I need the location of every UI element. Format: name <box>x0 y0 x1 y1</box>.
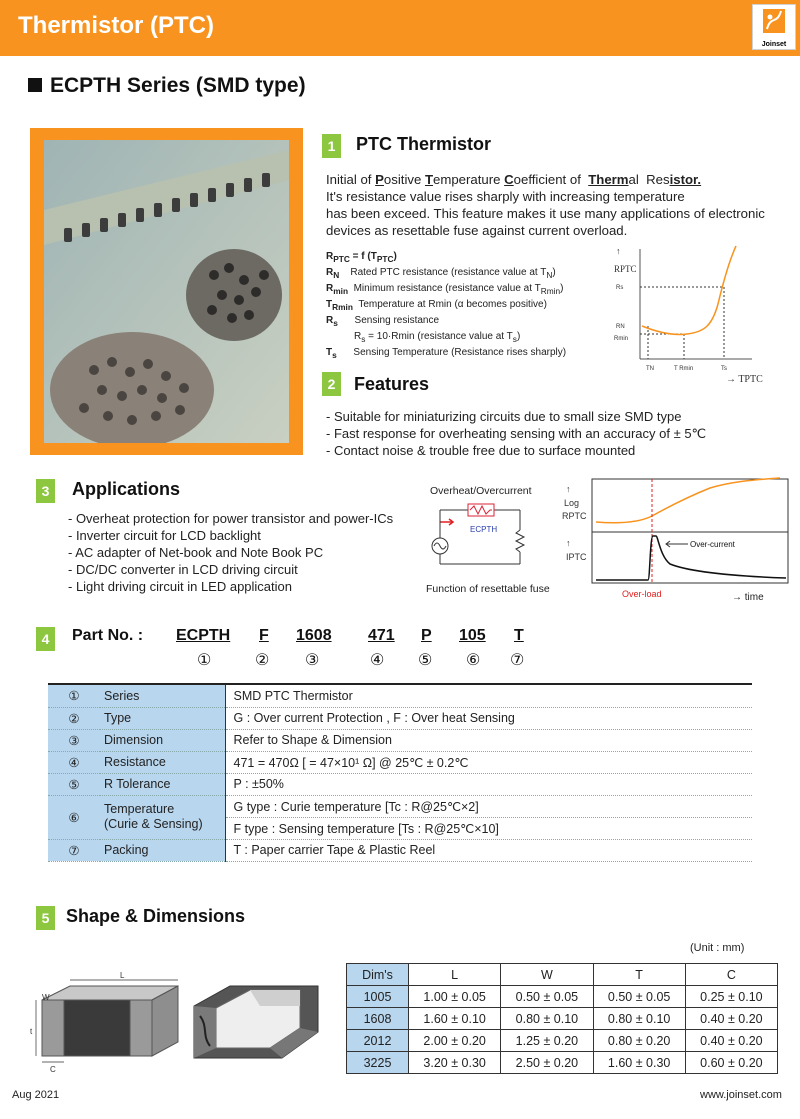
table-row <box>347 1008 778 1030</box>
part-circle-6: ⑥ <box>466 652 481 669</box>
feature-item: - Contact noise & trouble free due to surface mounted <box>326 443 636 458</box>
fuse-i-label: IPTC <box>566 552 587 562</box>
footer-url[interactable]: www.joinset.com <box>700 1089 782 1101</box>
circuit-component: ECPTH <box>470 525 498 534</box>
table-row <box>48 795 752 817</box>
dims-cell: 1.60 ± 0.10 <box>409 1008 501 1030</box>
spec-value: T : Paper carrier Tape & Plastic Reel <box>225 839 752 861</box>
intro-line-3: has been exceed. This feature makes it use many applications of electronic <box>326 206 765 221</box>
square-bullet-icon <box>28 78 42 92</box>
spec-name: Type <box>100 707 225 729</box>
application-item: - DC/DC converter in LCD driving circuit <box>68 562 298 577</box>
rt-tick-rs: Rs <box>616 285 624 291</box>
table-header-row <box>347 964 778 986</box>
part-circle-7: ⑦ <box>510 652 525 669</box>
application-item: - Overheat protection for power transistor and power-ICs <box>68 511 394 526</box>
dims-cell: 1.25 ± 0.20 <box>501 1030 593 1052</box>
part-circle-3: ③ <box>305 652 320 669</box>
dims-cell: 0.80 ± 0.10 <box>593 1008 685 1030</box>
table-row <box>48 707 752 729</box>
product-photo-image <box>44 140 289 443</box>
fuse-r-label: RPTC <box>562 511 587 521</box>
table-row <box>48 729 752 751</box>
joinset-logo <box>752 4 796 50</box>
symbol-list <box>326 250 616 362</box>
table-row <box>48 773 752 795</box>
rt-tick-rmin: Rmin <box>614 336 629 342</box>
spec-num: ⑦ <box>48 839 100 861</box>
symbol-row: $R_{PTC} = f$ $(T_{PTC})$ <box>326 251 397 264</box>
dims-cell: 0.50 ± 0.05 <box>593 986 685 1008</box>
feature-item: - Fast response for overheating sensing with an accuracy of ± 5℃ <box>326 426 707 441</box>
spec-value: F type : Sensing temperature [Ts : R@25℃×10] <box>225 817 752 839</box>
dims-cell: 1608 <box>347 1008 409 1030</box>
spec-name: Temperature (Curie & Sensing) <box>100 795 225 839</box>
symbol-row: $R_{min}$ Minimum resistance (resistance value at $T_{Rmin}$) <box>326 283 564 296</box>
dims-cell: 2.50 ± 0.20 <box>501 1052 593 1074</box>
symbol-row: $R_s = 10\cdot Rmin$ (resistance value at $T_s$) <box>354 331 521 344</box>
dims-header: T <box>593 964 685 986</box>
spec-name: Packing <box>100 839 225 861</box>
table-row <box>347 1052 778 1074</box>
part-code-temperature: 105 <box>459 627 486 644</box>
rt-up-arrow: ↑ <box>616 246 621 256</box>
fuse-log-label: Log <box>564 498 580 508</box>
application-item: - Inverter circuit for LCD backlight <box>68 528 261 543</box>
spec-value: Refer to Shape & Dimension <box>225 729 752 751</box>
spec-num: ④ <box>48 751 100 773</box>
dims-header: W <box>501 964 593 986</box>
fuse-up-arrow-r: ↑ <box>566 484 571 494</box>
section-number-4: 4 <box>36 627 55 651</box>
fuse-up-arrow-i: ↑ <box>566 538 571 548</box>
spec-name: Dimension <box>100 729 225 751</box>
part-code-dimension: 1608 <box>296 627 332 644</box>
section-title-shape: Shape & Dimensions <box>66 906 246 926</box>
dim-label-c: C <box>50 1065 56 1074</box>
over-current-label: Over-current <box>690 540 735 549</box>
rt-curve-graph <box>612 244 772 388</box>
chip-dimension-drawing <box>28 972 186 1074</box>
dims-cell: 0.80 ± 0.10 <box>501 1008 593 1030</box>
section-number-1: 1 <box>322 134 341 158</box>
part-code-tolerance: P <box>421 627 432 644</box>
rt-x-label: → TPTC <box>726 374 763 385</box>
spec-value: SMD PTC Thermistor <box>225 685 752 707</box>
rt-tick-rn: RN <box>616 324 625 330</box>
intro-line-1: Initial of Positive Temperature Coefficient of Thermal Resistor. <box>326 172 702 187</box>
dimensions-table <box>346 963 778 1074</box>
dims-header: L <box>409 964 501 986</box>
dims-header: Dim's <box>347 964 409 986</box>
spec-name: Resistance <box>100 751 225 773</box>
intro-line-4: devices as resettable fuse against current overload. <box>326 223 628 238</box>
dims-cell: 0.60 ± 0.20 <box>685 1052 777 1074</box>
page-title: Thermistor (PTC) <box>18 12 215 39</box>
symbol-row: $R_s$ Sensing resistance <box>326 315 440 328</box>
spec-name: Series <box>100 685 225 707</box>
chip-cross-section-drawing <box>190 976 325 1072</box>
intro-paragraph <box>326 171 765 239</box>
application-item: - Light driving circuit in LED application <box>68 579 292 594</box>
dims-cell: 0.25 ± 0.10 <box>685 986 777 1008</box>
spec-value: G : Over current Protection , F : Over heat Sensing <box>225 707 752 729</box>
section-title-features: Features <box>354 374 430 394</box>
logo-text: Joinset <box>761 41 787 48</box>
dims-header: C <box>685 964 777 986</box>
spec-value: G type : Curie temperature [Tc : R@25℃×2] <box>225 795 752 817</box>
dims-cell: 3225 <box>347 1052 409 1074</box>
part-code-series: ECPTH <box>176 627 231 644</box>
time-label: → time <box>732 592 764 603</box>
resettable-fuse-circuit <box>420 482 570 598</box>
part-circle-5: ⑤ <box>418 652 433 669</box>
dims-cell: 0.80 ± 0.20 <box>593 1030 685 1052</box>
section-number-2: 2 <box>322 372 341 396</box>
dim-label-l: L <box>120 972 125 980</box>
dims-cell: 1.00 ± 0.05 <box>409 986 501 1008</box>
dims-cell: 0.40 ± 0.20 <box>685 1030 777 1052</box>
dims-cell: 0.40 ± 0.20 <box>685 1008 777 1030</box>
table-row <box>48 839 752 861</box>
part-no-label: Part No. : <box>72 627 144 644</box>
circuit-top-label: Overheat/Overcurrent <box>430 485 532 497</box>
dim-label-t: t <box>30 1027 33 1036</box>
spec-num: ⑥ <box>48 795 100 839</box>
dims-cell: 3.20 ± 0.30 <box>409 1052 501 1074</box>
circuit-caption: Function of resettable fuse <box>426 583 550 595</box>
part-spec-table <box>48 685 752 862</box>
spec-num: ⑤ <box>48 773 100 795</box>
spec-value: 471 = 470Ω [ = 47×10¹ Ω] @ 25℃ ± 0.2℃ <box>225 751 752 773</box>
over-load-label: Over-load <box>622 589 662 599</box>
part-code-resistance: 471 <box>368 627 395 644</box>
rt-tick-ts: Ts <box>721 366 727 372</box>
rt-y-label: RPTC <box>614 264 637 274</box>
feature-item: - Suitable for miniaturizing circuits due to small size SMD type <box>326 409 682 424</box>
section-title-applications: Applications <box>72 479 181 499</box>
fuse-timing-graph <box>560 476 792 604</box>
unit-label: (Unit : mm) <box>690 942 745 954</box>
symbol-row: $T_s$ Sensing Temperature (Resistance rises sharply) <box>326 347 567 360</box>
product-photo <box>30 128 303 455</box>
spec-num: ② <box>48 707 100 729</box>
rt-tick-trmin: T Rmin <box>674 366 694 372</box>
spec-name: R Tolerance <box>100 773 225 795</box>
logo-mark-icon <box>753 5 795 39</box>
footer-date: Aug 2021 <box>12 1089 60 1101</box>
part-code-packing: T <box>514 627 524 644</box>
part-circle-1: ① <box>197 652 212 669</box>
dim-label-w: W <box>42 993 50 1002</box>
dims-cell: 1.60 ± 0.30 <box>593 1052 685 1074</box>
dims-cell: 1005 <box>347 986 409 1008</box>
spec-num: ③ <box>48 729 100 751</box>
symbol-row: $T_{Rmin}$ Temperature at Rmin (α becomes positive) <box>326 299 547 312</box>
features-list <box>326 408 706 459</box>
table-row <box>347 1030 778 1052</box>
dims-cell: 0.50 ± 0.05 <box>501 986 593 1008</box>
applications-list <box>68 510 393 595</box>
series-title-text: ECPTH Series (SMD type) <box>50 74 306 97</box>
section-title-ptc: PTC Thermistor <box>356 134 492 154</box>
section-number-5: 5 <box>36 906 55 930</box>
rt-tick-tn: TN <box>646 366 654 372</box>
table-row <box>48 751 752 773</box>
symbol-row: $R_N$ Rated PTC resistance (resistance value at $T_N$) <box>326 267 556 280</box>
series-title <box>28 74 306 98</box>
part-circle-4: ④ <box>370 652 385 669</box>
spec-num: ① <box>48 685 100 707</box>
part-circle-2: ② <box>255 652 270 669</box>
part-code-type: F <box>259 627 269 644</box>
dims-cell: 2.00 ± 0.20 <box>409 1030 501 1052</box>
table-row <box>347 986 778 1008</box>
application-item: - AC adapter of Net-book and Note Book PC <box>68 545 324 560</box>
table-row <box>48 685 752 707</box>
intro-line-2: It's resistance value rises sharply with increasing temperature <box>326 189 685 204</box>
spec-value: P : ±50% <box>225 773 752 795</box>
dims-cell: 2012 <box>347 1030 409 1052</box>
section-number-3: 3 <box>36 479 55 503</box>
